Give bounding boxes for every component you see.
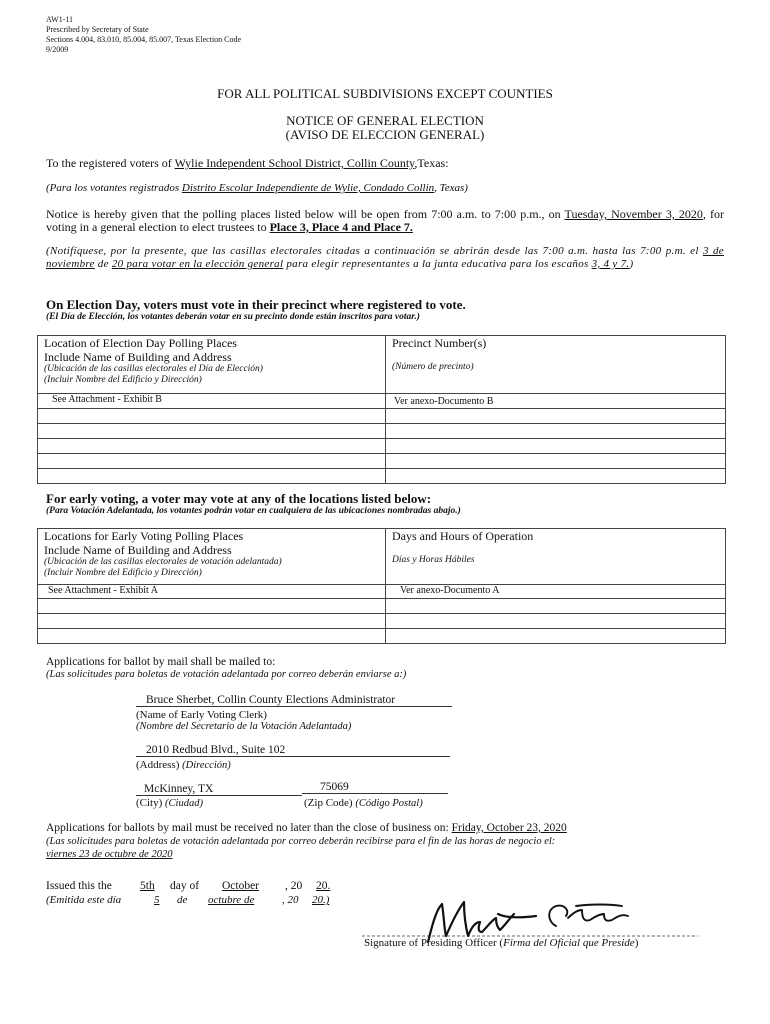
mail-intro: Applications for ballot by mail shall be mailed to:	[46, 656, 276, 668]
election-date: Tuesday, November 3, 2020	[564, 207, 703, 221]
location-header-es: (Ubicación de las casillas electorales el Día de Elección)	[44, 364, 263, 374]
mail-intro-es: (Las solicitudes para boletas de votación adelantada por correo deberán enviarse a:)	[46, 669, 407, 680]
code-sections: Sections 4.004, 83.010, 85.004, 85.007, Texas Election Code	[46, 35, 242, 44]
signature-label-es: Firma del Oficial que Preside	[503, 937, 635, 949]
voters-entity: Wylie Independent School District, Collin County	[174, 156, 415, 170]
clerk-label-es: (Nombre del Secretario de la Votación Adelantada)	[136, 721, 352, 732]
days-cell: Ver anexo-Documento A	[386, 585, 726, 599]
early-voting-table	[37, 528, 726, 644]
table-row	[38, 424, 726, 439]
days-header-es: Días y Horas Hábiles	[392, 555, 475, 565]
zip-value: 75069	[302, 781, 448, 794]
address-label-es: (Dirección)	[182, 760, 231, 771]
location-cell: See Attachment - Exhibit B	[38, 394, 386, 409]
location-header: Location of Election Day Polling Places	[44, 336, 237, 350]
zip-label-line	[304, 797, 423, 809]
early-location-header-2: Include Name of Building and Address	[44, 543, 232, 557]
early-location-header: Locations for Early Voting Polling Places	[44, 529, 244, 543]
address-label: (Address)	[136, 759, 180, 771]
form-id: AW1-11	[46, 15, 74, 24]
issued-day-of: day of	[170, 880, 200, 892]
notice-text-2: , for voting in a general election to elect trustees to	[46, 207, 724, 234]
notice-title-es: (AVISO DE ELECCION GENERAL)	[285, 127, 485, 142]
election-date-es: 3 de noviembre	[46, 245, 724, 270]
location-header-es-2: (Incluir Nombre del Edificio y Dirección)	[44, 375, 202, 385]
city-value: McKinney, TX	[136, 783, 302, 796]
early-location-cell: See Attachment - Exhibit A	[38, 585, 386, 599]
city-label-line	[136, 797, 203, 809]
clerk-label: (Name of Early Voting Clerk)	[136, 709, 267, 721]
location-header-2: Include Name of Building and Address	[44, 350, 232, 364]
signature-label-close: )	[634, 937, 639, 949]
issued-de: de	[177, 894, 188, 906]
precinct-header: Precinct Number(s)	[392, 336, 487, 350]
issued-year-es: 20.)	[312, 894, 330, 906]
signature-label: Signature of Presiding Officer (	[364, 937, 504, 949]
voters-es-entity: Distrito Escolar Independiente de Wylie, Condado Collin	[181, 182, 435, 194]
table-row	[38, 629, 726, 644]
deadline-date: Friday, October 23, 2020	[451, 822, 567, 834]
city-label: (City)	[136, 797, 163, 809]
trustee-places: Place 3, Place 4 and Place 7.	[269, 220, 413, 234]
location-header-cell	[38, 336, 386, 394]
notice-es-year: 20 para votar en la elección general	[111, 258, 284, 270]
early-location-header-es: (Ubicación de las casillas electorales de votación adelantada)	[44, 557, 282, 567]
days-header-cell	[386, 529, 726, 585]
zip-label: (Zip Code)	[304, 797, 353, 809]
days-header: Days and Hours of Operation	[392, 529, 534, 543]
signature-label-line	[364, 937, 638, 949]
deadline-es-1: (Las solicitudes para boletas de votación adelantada por correo deberán recibirse para el fin de las horas de negocio el:	[46, 836, 556, 847]
address-label-line	[136, 759, 231, 771]
deadline-line	[46, 822, 567, 834]
table-row	[38, 394, 726, 409]
issued-line-es	[46, 894, 346, 908]
form-date: 9/2009	[46, 45, 69, 54]
issued-label: Issued this the	[46, 880, 112, 892]
deadline-text: Applications for ballots by mail must be received no later than the close of business on:	[46, 822, 452, 834]
form-header	[46, 15, 241, 55]
table-header-row	[38, 529, 726, 585]
table-row	[38, 409, 726, 424]
issued-year-prefix-es: , 20	[282, 894, 299, 906]
table-header-row	[38, 336, 726, 394]
table-row	[38, 614, 726, 629]
issued-label-es: (Emitida este día	[46, 894, 122, 906]
voters-es-prefix: (Para los votantes registrados	[46, 182, 182, 194]
election-day-table	[37, 335, 726, 484]
table-row	[38, 469, 726, 484]
notice-es-4: )	[629, 258, 634, 270]
precinct-header-es: (Número de precinto)	[392, 362, 474, 372]
election-day-heading: On Election Day, voters must vote in their precinct where registered to vote.	[46, 297, 466, 312]
table-row	[38, 599, 726, 614]
issued-year: 20.	[316, 880, 331, 892]
issued-line	[46, 880, 346, 894]
prescribed-by: Prescribed by Secretary of State	[46, 25, 149, 34]
trustee-places-es: 3, 4 y 7.	[591, 258, 630, 270]
city-label-es: (Ciudad)	[165, 798, 203, 809]
table-row	[38, 439, 726, 454]
notice-es-1: (Notifíquese, por la presente, que las casillas electorales citadas a continuación se abrirán desde las 7:00 a.m. hasta las 7:00 p.m. el	[46, 245, 703, 257]
election-day-heading-es: (El Día de Elección, los votantes deberán votar en su precinto donde están inscritos para votar.)	[46, 312, 420, 322]
deadline-es-2: viernes 23 de octubre de 2020	[46, 849, 173, 860]
address-value: 2010 Redbud Blvd., Suite 102	[136, 744, 450, 757]
voters-suffix: ,Texas:	[414, 156, 449, 170]
table-row	[38, 585, 726, 599]
early-voting-heading-es: (Para Votación Adelantada, los votantes podrán votar en cualquiera de las ubicaciones nombradas abajo.)	[46, 506, 461, 516]
issued-month-es: octubre de	[208, 894, 255, 906]
voters-es-suffix: , Texas)	[434, 182, 468, 194]
clerk-name: Bruce Sherbet, Collin County Elections Administrator	[136, 694, 452, 707]
form-title-line1: FOR ALL POLITICAL SUBDIVISIONS EXCEPT COUNTIES	[217, 86, 553, 101]
issued-day-es: 5	[154, 894, 160, 906]
early-voting-heading: For early voting, a voter may vote at any of the locations listed below:	[46, 491, 432, 506]
notice-paragraph-es	[46, 245, 724, 271]
notice-text-1: Notice is hereby given that the polling places listed below will be open from 7:00 a.m. to 7:00 p.m., on	[46, 207, 565, 221]
early-location-header-cell	[38, 529, 386, 585]
early-location-header-es-2: (Incluir Nombre del Edificio y Dirección)	[44, 568, 202, 578]
table-row	[38, 454, 726, 469]
voters-prefix: To the registered voters of	[46, 156, 175, 170]
notice-es-3: para elegir representantes a la junta educativa para los escaños	[283, 258, 592, 270]
voters-line-es	[46, 182, 468, 194]
precinct-header-cell	[386, 336, 726, 394]
issued-year-prefix: , 20	[285, 880, 303, 892]
notice-title: NOTICE OF GENERAL ELECTION	[286, 113, 484, 128]
voters-line	[46, 156, 449, 171]
issued-month: October	[222, 880, 260, 892]
issued-day: 5th	[140, 880, 155, 892]
zip-label-es: (Código Postal)	[355, 798, 423, 809]
notice-es-2: de	[94, 258, 112, 270]
precinct-cell: Ver anexo-Documento B	[386, 394, 726, 409]
notice-paragraph	[46, 208, 724, 234]
